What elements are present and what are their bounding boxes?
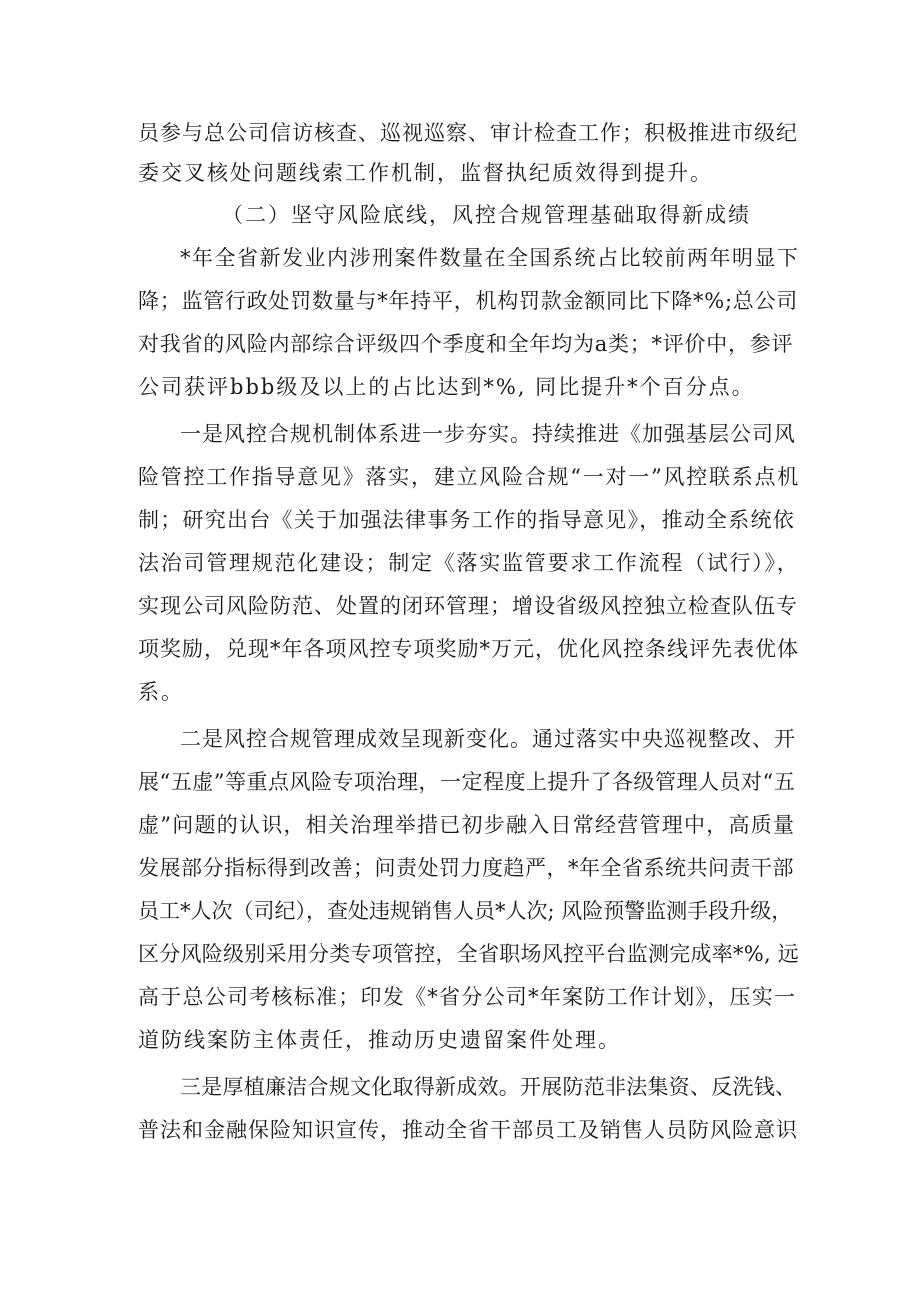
text-line: 员参与总公司信访核查、巡视巡察、审计检查工作；积极推进市级纪	[138, 121, 798, 145]
text-line: 二是风控合规管理成效呈现新变化。通过落实中央巡视整改、开	[180, 727, 796, 751]
text-line: 系。	[138, 680, 184, 704]
text-line: 虚”问题的认识，相关治理举措已初步融入日常经营管理中，高质量	[138, 813, 796, 837]
text-line: 道防线案防主体责任，推动历史遗留案件处理。	[138, 1028, 621, 1052]
text-line: 一是风控合规机制体系进一步夯实。持续推进《加强基层公司风	[180, 422, 796, 446]
text-line: 降；监管行政处罚数量与*年持平，机构罚款金额同比下降*%;总公司	[138, 289, 799, 313]
text-line: 法治司管理规范化建设；制定《落实监管要求工作流程（试行）》，	[138, 551, 800, 575]
text-line: 高于总公司考核标准；印发《*省分公司*年案防工作计划》，压实一	[138, 985, 797, 1009]
text-line: *年全省新发业内涉刑案件数量在全国系统占比较前两年明显下	[180, 246, 800, 270]
text-line: 实现公司风险防范、处置的闭环管理；增设省级风控独立检查队伍专	[138, 594, 798, 618]
text-line: 项奖励，兑现*年各项风控专项奖励*万元，优化风控条线评先表优体	[138, 637, 799, 661]
text-line: 员工*人次（司纪），查处违规销售人员*人次; 风险预警监测手段升级，	[138, 899, 793, 923]
text-line: 委交叉核处问题线索工作机制，监督执纪质效得到提升。	[138, 161, 713, 185]
text-line: 发展部分指标得到改善；问责处罚力度趋严，*年全省系统共问责干部	[138, 856, 794, 880]
text-line: 普法和金融保险知识宣传，推动全省干部员工及销售人员防风险意识	[138, 1118, 798, 1142]
text-line: 制；研究出台《关于加强法律事务工作的指导意见》，推动全系统依	[138, 508, 795, 532]
text-line: 区分风险级别采用分类专项管控，全省职场风控平台监测完成率*%, 远	[138, 942, 800, 966]
text-line: 三是厚植廉洁合规文化取得新成效。开展防范非法集资、反洗钱、	[180, 1075, 797, 1099]
text-line: 对我省的风险内部综合评级四个季度和全年均为a类；*评价中，参评	[138, 332, 794, 356]
text-line: 险管控工作指导意见》落实，建立风险合规“一对一”风控联系点机	[138, 465, 800, 489]
text-line: 公司获评bbb级及以上的占比达到*%, 同比提升*个百分点。	[138, 375, 755, 399]
text-line: 展“五虚”等重点风险专项治理，一定程度上提升了各级管理人员对“五	[138, 770, 796, 794]
section-heading: （二）坚守风险底线，风控合规管理基础取得新成绩	[222, 203, 751, 227]
